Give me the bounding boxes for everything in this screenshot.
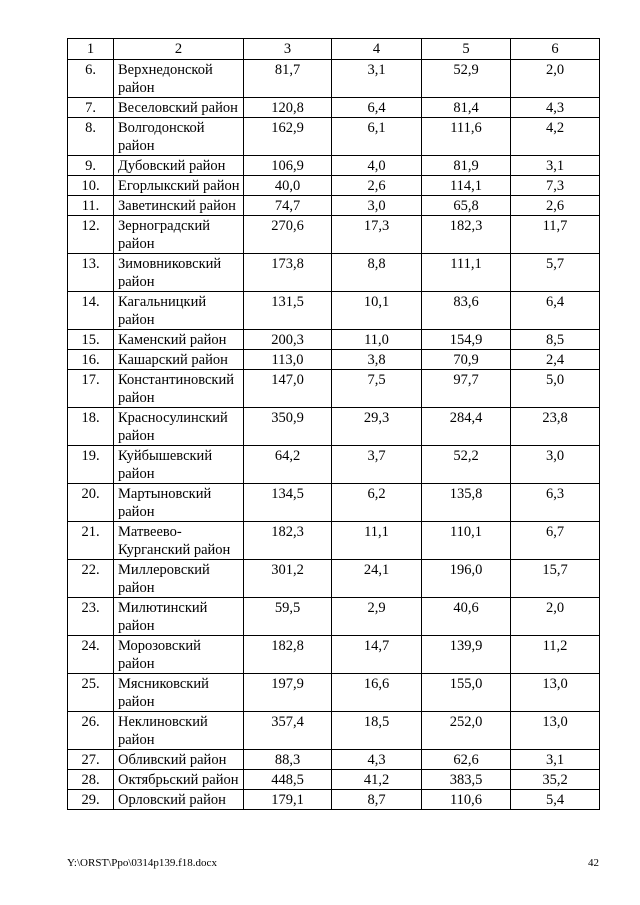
row-number: 22. <box>68 560 114 598</box>
value-col-4: 14,7 <box>332 636 422 674</box>
value-col-3: 120,8 <box>244 98 332 118</box>
value-col-6: 4,3 <box>511 98 600 118</box>
district-name: Волгодонской район <box>114 118 244 156</box>
district-name: Егорлыкский район <box>114 176 244 196</box>
row-number: 11. <box>68 196 114 216</box>
district-name: Неклиновский район <box>114 712 244 750</box>
district-name: Обливский район <box>114 750 244 770</box>
row-number: 21. <box>68 522 114 560</box>
value-col-4: 29,3 <box>332 408 422 446</box>
value-col-5: 52,9 <box>422 60 511 98</box>
row-number: 17. <box>68 370 114 408</box>
value-col-4: 6,1 <box>332 118 422 156</box>
value-col-4: 18,5 <box>332 712 422 750</box>
row-number: 29. <box>68 790 114 810</box>
district-name: Миллеровский район <box>114 560 244 598</box>
value-col-4: 3,7 <box>332 446 422 484</box>
footer-page-number: 42 <box>588 857 599 869</box>
row-number: 23. <box>68 598 114 636</box>
value-col-4: 7,5 <box>332 370 422 408</box>
header-cell-2: 2 <box>114 39 244 60</box>
header-cell-5: 5 <box>422 39 511 60</box>
district-name: Орловский район <box>114 790 244 810</box>
table-row <box>68 196 600 216</box>
value-col-4: 6,2 <box>332 484 422 522</box>
row-number: 13. <box>68 254 114 292</box>
table-row <box>68 712 600 750</box>
district-name: Милютинский район <box>114 598 244 636</box>
row-number: 14. <box>68 292 114 330</box>
value-col-3: 301,2 <box>244 560 332 598</box>
district-name: Зимовниковский район <box>114 254 244 292</box>
value-col-6: 13,0 <box>511 674 600 712</box>
header-cell-3: 3 <box>244 39 332 60</box>
value-col-5: 139,9 <box>422 636 511 674</box>
row-number: 15. <box>68 330 114 350</box>
row-number: 27. <box>68 750 114 770</box>
value-col-4: 16,6 <box>332 674 422 712</box>
table-row <box>68 770 600 790</box>
value-col-6: 11,2 <box>511 636 600 674</box>
table-row <box>68 330 600 350</box>
value-col-5: 196,0 <box>422 560 511 598</box>
value-col-5: 70,9 <box>422 350 511 370</box>
value-col-4: 4,3 <box>332 750 422 770</box>
footer-file-path: Y:\ORST\Ppo\0314p139.f18.docx <box>67 857 217 869</box>
value-col-6: 6,3 <box>511 484 600 522</box>
value-col-4: 11,1 <box>332 522 422 560</box>
table-row <box>68 408 600 446</box>
value-col-6: 13,0 <box>511 712 600 750</box>
table-row <box>68 118 600 156</box>
district-name: Кагальницкий район <box>114 292 244 330</box>
district-name: Матвеево-Курганский район <box>114 522 244 560</box>
district-name: Октябрьский район <box>114 770 244 790</box>
value-col-6: 5,4 <box>511 790 600 810</box>
value-col-4: 3,0 <box>332 196 422 216</box>
value-col-3: 131,5 <box>244 292 332 330</box>
value-col-6: 5,0 <box>511 370 600 408</box>
data-table <box>67 38 600 810</box>
table-row <box>68 292 600 330</box>
value-col-6: 3,1 <box>511 750 600 770</box>
value-col-4: 11,0 <box>332 330 422 350</box>
value-col-5: 284,4 <box>422 408 511 446</box>
district-name: Константиновский район <box>114 370 244 408</box>
table-row <box>68 674 600 712</box>
value-col-6: 6,4 <box>511 292 600 330</box>
value-col-3: 162,9 <box>244 118 332 156</box>
table-row <box>68 216 600 254</box>
value-col-6: 11,7 <box>511 216 600 254</box>
row-number: 28. <box>68 770 114 790</box>
table-row <box>68 156 600 176</box>
value-col-5: 114,1 <box>422 176 511 196</box>
value-col-5: 182,3 <box>422 216 511 254</box>
value-col-5: 111,6 <box>422 118 511 156</box>
district-name: Дубовский район <box>114 156 244 176</box>
header-cell-1: 1 <box>68 39 114 60</box>
district-name: Каменский район <box>114 330 244 350</box>
row-number: 18. <box>68 408 114 446</box>
value-col-4: 8,8 <box>332 254 422 292</box>
value-col-3: 197,9 <box>244 674 332 712</box>
table-row <box>68 98 600 118</box>
value-col-4: 8,7 <box>332 790 422 810</box>
district-name: Мясниковский район <box>114 674 244 712</box>
value-col-5: 81,9 <box>422 156 511 176</box>
table-row <box>68 560 600 598</box>
value-col-5: 40,6 <box>422 598 511 636</box>
table-row <box>68 254 600 292</box>
value-col-3: 200,3 <box>244 330 332 350</box>
value-col-4: 2,6 <box>332 176 422 196</box>
value-col-6: 3,0 <box>511 446 600 484</box>
value-col-5: 383,5 <box>422 770 511 790</box>
value-col-3: 448,5 <box>244 770 332 790</box>
value-col-3: 182,8 <box>244 636 332 674</box>
value-col-5: 110,6 <box>422 790 511 810</box>
value-col-5: 111,1 <box>422 254 511 292</box>
row-number: 7. <box>68 98 114 118</box>
value-col-3: 147,0 <box>244 370 332 408</box>
value-col-4: 6,4 <box>332 98 422 118</box>
value-col-6: 2,4 <box>511 350 600 370</box>
value-col-3: 350,9 <box>244 408 332 446</box>
value-col-3: 357,4 <box>244 712 332 750</box>
value-col-3: 113,0 <box>244 350 332 370</box>
row-number: 8. <box>68 118 114 156</box>
table-row <box>68 60 600 98</box>
value-col-6: 4,2 <box>511 118 600 156</box>
value-col-3: 81,7 <box>244 60 332 98</box>
row-number: 12. <box>68 216 114 254</box>
value-col-5: 62,6 <box>422 750 511 770</box>
value-col-5: 52,2 <box>422 446 511 484</box>
row-number: 26. <box>68 712 114 750</box>
row-number: 25. <box>68 674 114 712</box>
table-row <box>68 370 600 408</box>
value-col-3: 270,6 <box>244 216 332 254</box>
district-name: Веселовский район <box>114 98 244 118</box>
district-name: Куйбышевский район <box>114 446 244 484</box>
value-col-4: 3,1 <box>332 60 422 98</box>
row-number: 24. <box>68 636 114 674</box>
value-col-4: 10,1 <box>332 292 422 330</box>
table-row <box>68 176 600 196</box>
value-col-3: 182,3 <box>244 522 332 560</box>
value-col-4: 4,0 <box>332 156 422 176</box>
value-col-3: 74,7 <box>244 196 332 216</box>
table-row <box>68 790 600 810</box>
district-name: Верхнедонской район <box>114 60 244 98</box>
value-col-3: 134,5 <box>244 484 332 522</box>
value-col-3: 64,2 <box>244 446 332 484</box>
value-col-6: 7,3 <box>511 176 600 196</box>
value-col-5: 81,4 <box>422 98 511 118</box>
value-col-4: 2,9 <box>332 598 422 636</box>
header-cell-4: 4 <box>332 39 422 60</box>
value-col-5: 155,0 <box>422 674 511 712</box>
value-col-5: 110,1 <box>422 522 511 560</box>
district-name: Заветинский район <box>114 196 244 216</box>
value-col-3: 59,5 <box>244 598 332 636</box>
row-number: 19. <box>68 446 114 484</box>
district-name: Зерноградский район <box>114 216 244 254</box>
row-number: 6. <box>68 60 114 98</box>
district-name: Мартыновский район <box>114 484 244 522</box>
value-col-5: 135,8 <box>422 484 511 522</box>
row-number: 10. <box>68 176 114 196</box>
value-col-6: 23,8 <box>511 408 600 446</box>
table-row <box>68 446 600 484</box>
value-col-5: 252,0 <box>422 712 511 750</box>
value-col-4: 3,8 <box>332 350 422 370</box>
table-row <box>68 350 600 370</box>
value-col-6: 2,6 <box>511 196 600 216</box>
value-col-6: 5,7 <box>511 254 600 292</box>
table-header-row <box>68 39 600 60</box>
table-row <box>68 636 600 674</box>
value-col-3: 173,8 <box>244 254 332 292</box>
value-col-6: 2,0 <box>511 60 600 98</box>
value-col-4: 41,2 <box>332 770 422 790</box>
value-col-3: 179,1 <box>244 790 332 810</box>
value-col-4: 17,3 <box>332 216 422 254</box>
value-col-5: 83,6 <box>422 292 511 330</box>
value-col-6: 2,0 <box>511 598 600 636</box>
value-col-3: 40,0 <box>244 176 332 196</box>
value-col-6: 6,7 <box>511 522 600 560</box>
row-number: 9. <box>68 156 114 176</box>
value-col-5: 97,7 <box>422 370 511 408</box>
value-col-3: 106,9 <box>244 156 332 176</box>
value-col-6: 3,1 <box>511 156 600 176</box>
value-col-5: 154,9 <box>422 330 511 350</box>
row-number: 20. <box>68 484 114 522</box>
table-row <box>68 598 600 636</box>
district-name: Морозовский район <box>114 636 244 674</box>
district-name: Кашарский район <box>114 350 244 370</box>
district-name: Красносулинский район <box>114 408 244 446</box>
value-col-6: 8,5 <box>511 330 600 350</box>
value-col-5: 65,8 <box>422 196 511 216</box>
table-row <box>68 750 600 770</box>
value-col-3: 88,3 <box>244 750 332 770</box>
value-col-6: 15,7 <box>511 560 600 598</box>
table-row <box>68 522 600 560</box>
table-row <box>68 484 600 522</box>
header-cell-6: 6 <box>511 39 600 60</box>
value-col-4: 24,1 <box>332 560 422 598</box>
row-number: 16. <box>68 350 114 370</box>
value-col-6: 35,2 <box>511 770 600 790</box>
